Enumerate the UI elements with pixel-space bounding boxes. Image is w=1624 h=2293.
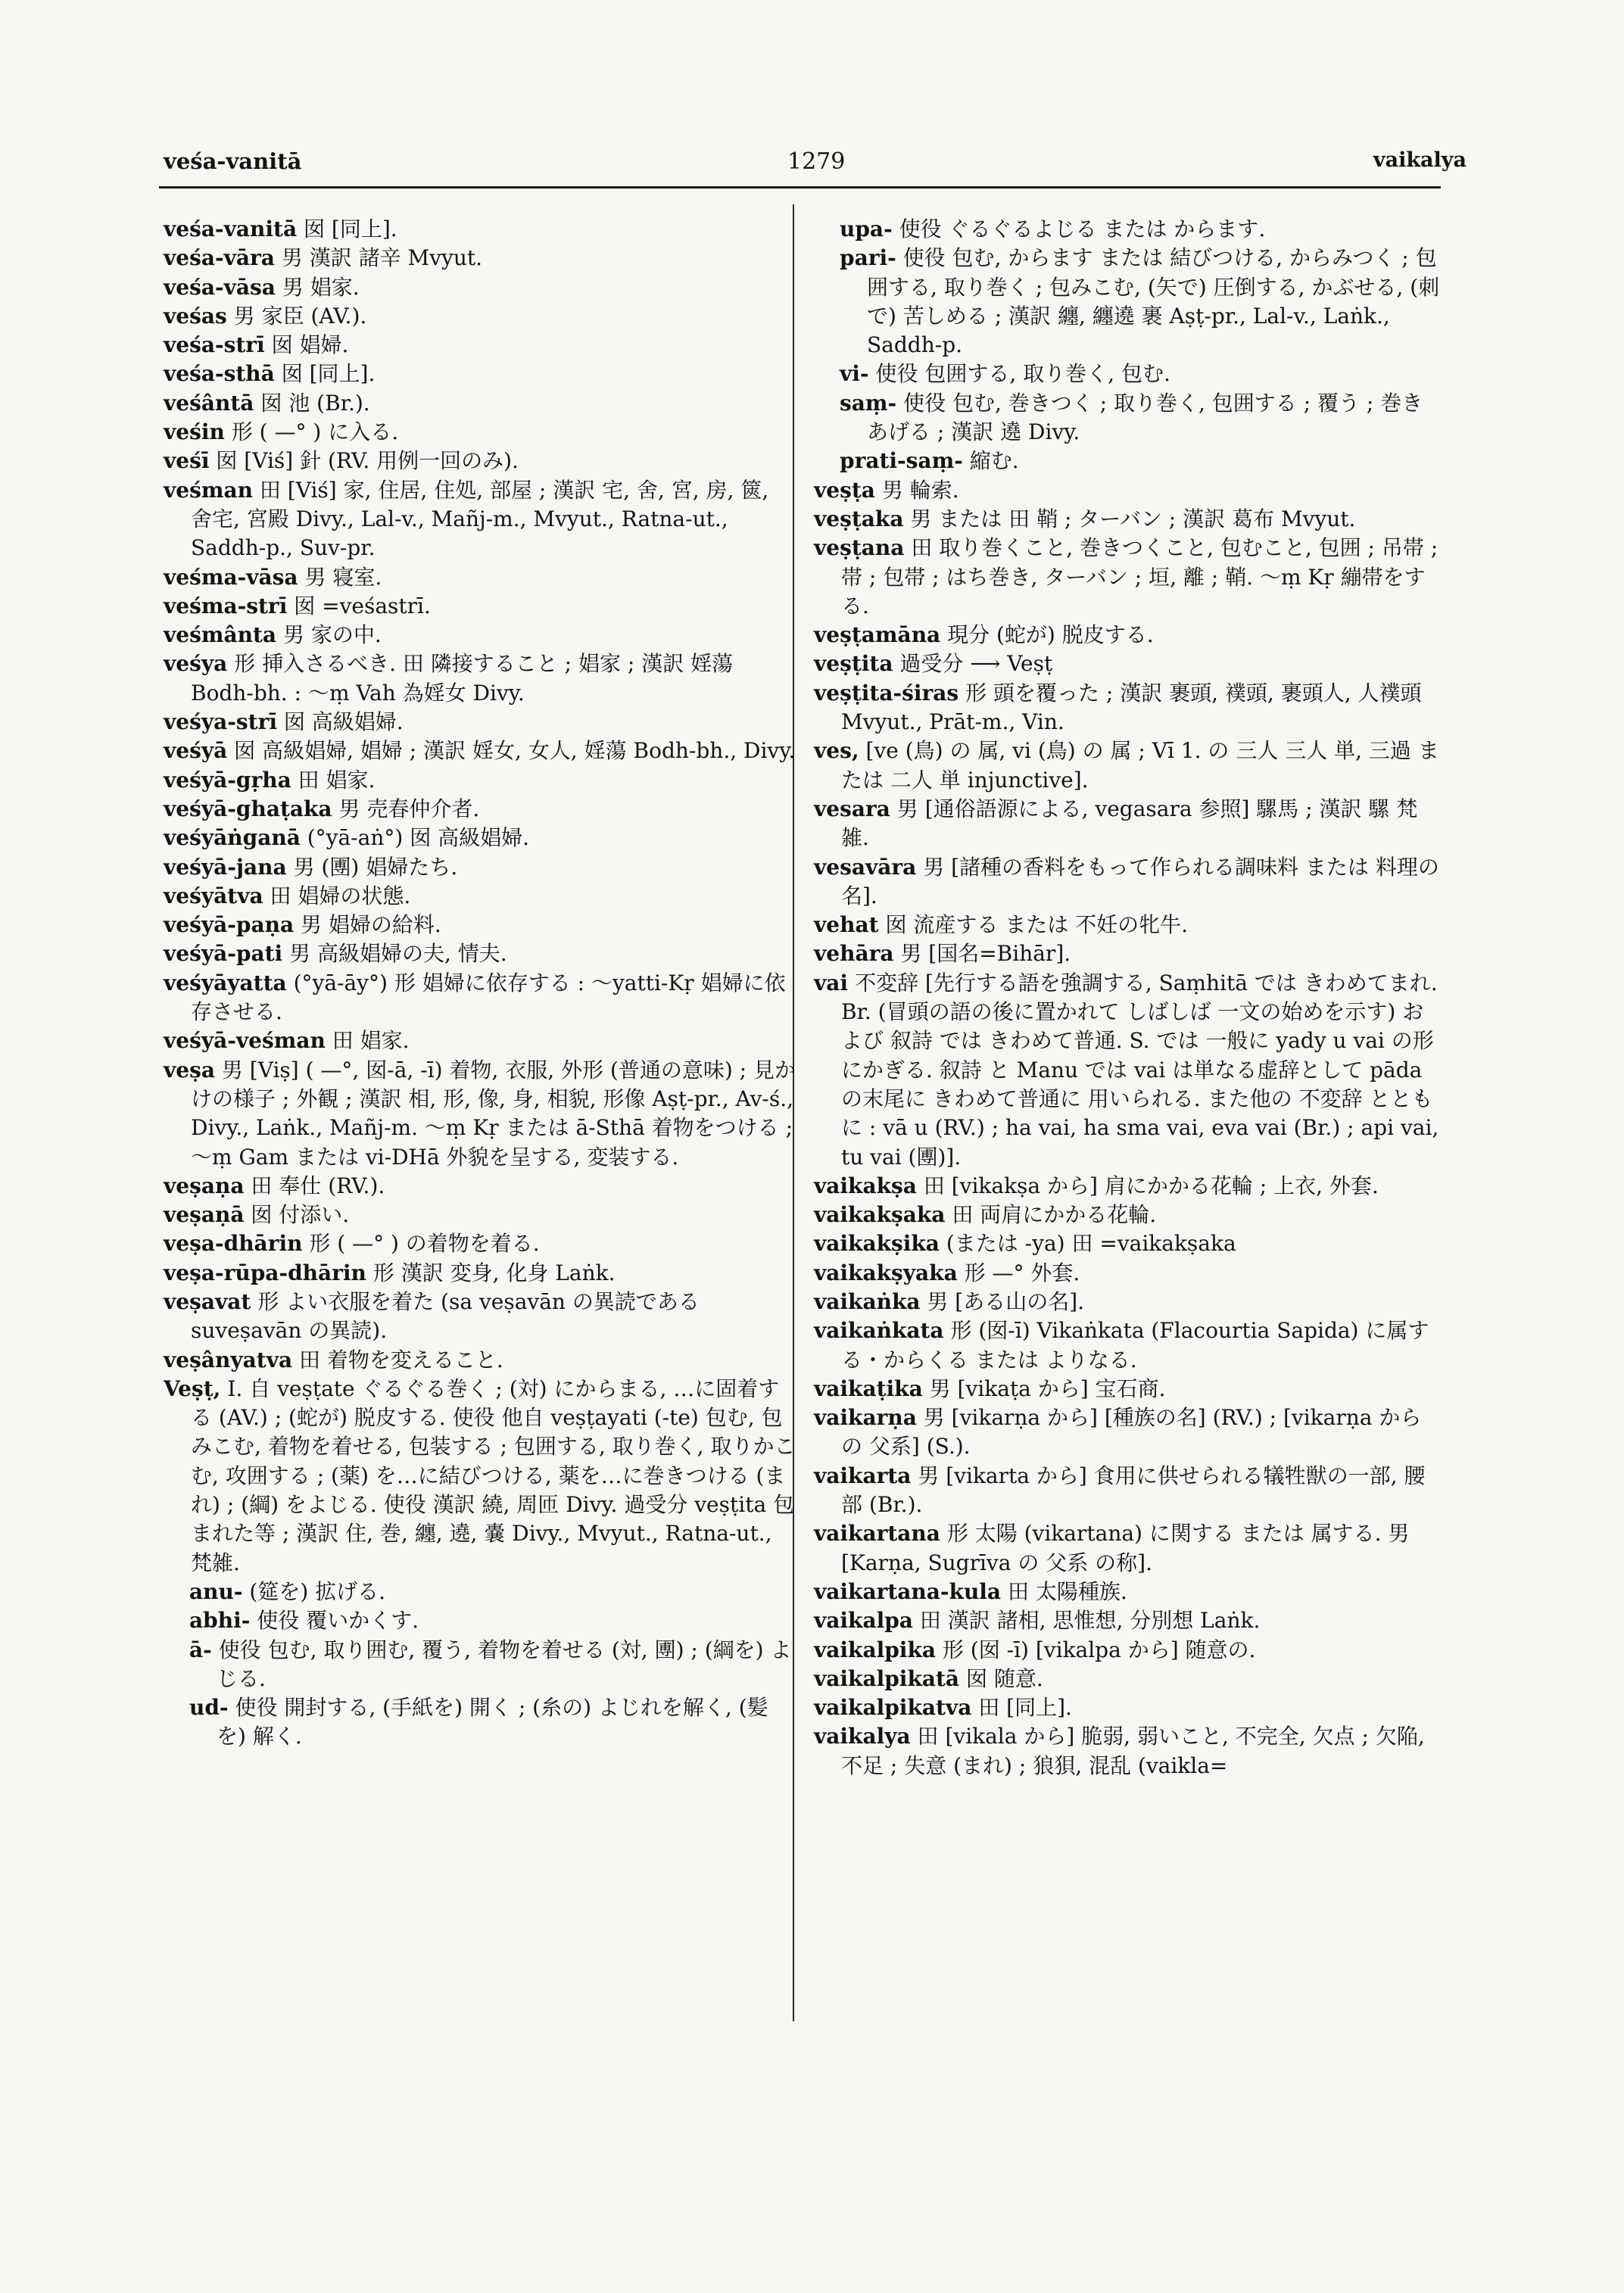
entry-definition: 田 取り巻くこと, 巻きつくこと, 包むこと, 包囲 ; 吊帯 ; 帯 ; 包帯 ; はち巻き, ターバン ; 垣, 離 ; 鞘. ～ṃ Kṛ 繃帯をする. (841, 535, 1439, 618)
entry-headword: vai (814, 970, 849, 995)
dictionary-entry (814, 911, 1442, 939)
entry-headword: vi- (840, 361, 869, 387)
entry-headword: veśyā-veśman (164, 1028, 326, 1054)
entry-definition: 田 [同上]. (978, 1695, 1072, 1721)
dictionary-entry (164, 1693, 796, 1752)
entry-headword: veṣaṇa (164, 1173, 245, 1198)
entry-definition: 男 家臣 (AV.). (233, 303, 367, 329)
entry-headword: veśya-strī (164, 709, 277, 735)
dictionary-entry (814, 1259, 1442, 1288)
entry-headword: veśman (164, 477, 253, 503)
dictionary-entry (814, 389, 1442, 447)
dictionary-entry (814, 360, 1442, 388)
entry-definition: 囡 高級娼婦, 娼婦 ; 漢訳 婬女, 女人, 婬蕩 Bodh-bh., Divy. (234, 738, 796, 764)
entry-definition: 男 輪索. (881, 477, 959, 503)
dictionary-entry (814, 1375, 1442, 1404)
dictionary-entry (814, 476, 1442, 505)
entry-definition: 男 [通俗語源による, vegasara 参照] 騾馬 ; 漢訳 騾 梵雑. (841, 796, 1418, 851)
entry-definition: 形 (囡-ī) Vikaṅkata (Flacourtia Sapida) に属する・からくる または よりなる. (841, 1318, 1429, 1372)
dictionary-entry (164, 418, 796, 447)
entry-headword: vesavāra (814, 854, 917, 880)
entry-headword: vesara (814, 796, 890, 821)
entry-headword: anu- (189, 1578, 243, 1604)
entry-definition: 囡 [同上]. (304, 217, 397, 241)
entry-headword: vaikalpikatva (814, 1695, 972, 1721)
entry-headword: veṣaṇā (164, 1202, 245, 1228)
dictionary-entry (164, 1606, 796, 1635)
entry-headword: veṣṭita-śiras (814, 680, 959, 706)
entry-definition: 田 娼家. (298, 767, 376, 793)
left-column (164, 215, 796, 1752)
entry-headword: veṣṭana (814, 535, 905, 561)
dictionary-entry (164, 911, 796, 939)
entry-headword: vehāra (814, 941, 894, 967)
dictionary-entry (814, 244, 1442, 360)
entry-definition: 男 (圑) 娼婦たち. (293, 854, 458, 880)
entry-definition: 形 (囡 -ī) [vikalpa から] 随意の. (942, 1637, 1256, 1662)
entry-definition: 使役 覆いかくす. (257, 1608, 419, 1634)
dictionary-entry (164, 708, 796, 737)
entry-definition: 囡 [Viś] 針 (RV. 用例一回のみ). (216, 448, 519, 474)
running-head-left: veśa-vanitā (164, 148, 302, 174)
entry-definition: 形 —° 外套. (964, 1260, 1080, 1285)
entry-headword: pari- (840, 245, 896, 271)
entry-definition: 使役 包囲する, 取り巻く, 包む. (875, 361, 1170, 387)
entry-headword: veśma-strī (164, 593, 288, 618)
dictionary-entry (164, 1027, 796, 1055)
dictionary-entry (164, 1578, 796, 1606)
dictionary-entry (164, 795, 796, 824)
dictionary-entry (814, 1693, 1442, 1722)
dictionary-entry (814, 1665, 1442, 1693)
entry-definition: 囡 高級娼婦. (283, 709, 404, 735)
entry-definition: 男 家の中. (282, 622, 382, 648)
running-head-right: vaikalya (1373, 148, 1467, 172)
dictionary-entry (814, 1229, 1442, 1258)
entry-definition: 現分 (蛇が) 脱皮する. (947, 622, 1154, 648)
dictionary-entry (164, 939, 796, 968)
entry-headword: vaikakṣaka (814, 1202, 946, 1228)
entry-headword: vaikakṣika (814, 1231, 940, 1257)
dictionary-entry (814, 1606, 1442, 1635)
entry-definition: 田 [Viś] 家, 住居, 住処, 部屋 ; 漢訳 宅, 舍, 宮, 房, 篋, 舍宅, 宮殿 Divy., Lal-v., Mañj-m., Mvyut., Ratna-ut., Saddh-p., Suv-pr. (191, 477, 769, 561)
entry-headword: veśa-strī (164, 332, 265, 358)
entry-headword: vehat (814, 912, 879, 938)
entry-headword: veśyā-jana (164, 854, 287, 880)
entry-headword: veṣavat (164, 1288, 251, 1314)
entry-headword: veśyātva (164, 883, 263, 908)
dictionary-entry (814, 1172, 1442, 1201)
dictionary-entry (164, 1375, 796, 1578)
entry-headword: veśyā (164, 738, 228, 764)
entry-definition: 囡 =veśastrī. (294, 593, 431, 618)
entry-definition: 使役 ぐるぐるよじる または からます. (899, 217, 1266, 241)
entry-headword: veśyāyatta (164, 970, 287, 995)
entry-definition: 形 漢訳 変身, 化身 Laṅk. (372, 1260, 616, 1285)
dictionary-entry (814, 853, 1442, 911)
entry-headword: vaikarṇa (814, 1405, 917, 1431)
dictionary-entry (164, 766, 796, 795)
dictionary-entry (814, 1201, 1442, 1229)
entry-definition: 田 着物を変えること. (299, 1347, 503, 1372)
entry-headword: veśa-vāra (164, 245, 275, 271)
entry-definition: (°yā-āy°) 形 娼婦に依存する : ～yatti-Kṛ 娼婦に依存させる. (191, 970, 786, 1025)
dictionary-entry (814, 505, 1442, 534)
entry-headword: saṃ- (840, 390, 897, 416)
entry-headword: ā- (189, 1637, 212, 1662)
entry-headword: veṣṭaka (814, 506, 904, 531)
entry-definition: 男 漢訳 諸辛 Mvyut. (281, 245, 483, 271)
entry-headword: veṣa-dhārin (164, 1231, 303, 1257)
dictionary-entry (164, 1056, 796, 1172)
entry-definition: 使役 開封する, (手紙を) 開く ; (糸の) よじれを解く, (髪を) 解く. (217, 1695, 768, 1749)
dictionary-entry (814, 447, 1442, 475)
entry-definition: 男 [vikaṭa から] 宝石商. (929, 1375, 1166, 1401)
entry-headword: vaikakṣa (814, 1173, 917, 1198)
entry-headword: veśântā (164, 390, 254, 416)
entry-definition: 男 娼婦の給料. (301, 912, 441, 938)
entry-definition: 縮む. (969, 448, 1019, 474)
entry-definition: 形 太陽 (vikartana) に関する または 属する. 男 [Karṇa, Sugrīva の 父系 の称]. (841, 1521, 1410, 1575)
entry-headword: veṣṭita (814, 651, 893, 677)
dictionary-entry (164, 563, 796, 592)
dictionary-entry (164, 1346, 796, 1375)
entry-definition: 使役 包む, 巻きつく ; 取り巻く, 包囲する ; 覆う ; 巻きあげる ; 漢訳 遶 Divy. (867, 390, 1423, 445)
entry-headword: veśma-vāsa (164, 564, 298, 590)
dictionary-entry (164, 302, 796, 331)
entry-definition: 囡 流産する または 不妊の牝牛. (885, 912, 1189, 938)
entry-definition: 形 ( —° ) に入る. (231, 419, 399, 445)
entry-definition: 田 奉仕 (RV.). (251, 1173, 385, 1198)
entry-headword: ves, (814, 738, 859, 764)
entry-definition: 男 娼家. (282, 274, 360, 300)
entry-headword: ud- (189, 1695, 229, 1721)
entry-definition: (または -ya) 田 =vaikakṣaka (946, 1231, 1236, 1257)
dictionary-entry (164, 882, 796, 911)
dictionary-entry (814, 1316, 1442, 1375)
entry-definition: 男 [vikarta から] 食用に供せられる犠牲獣の一部, 腰部 (Br.). (841, 1463, 1426, 1518)
dictionary-entry (814, 1288, 1442, 1316)
dictionary-entry (164, 853, 796, 882)
entry-definition: 田 太陽種族. (1007, 1578, 1127, 1604)
entry-headword: vaikalya (814, 1724, 911, 1749)
entry-definition: 田 娼婦の状態. (270, 883, 411, 908)
entry-definition: 男 売春仲介者. (338, 796, 480, 821)
dictionary-entry (164, 447, 796, 475)
entry-definition: 男 [諸種の香料をもって作られる調味料 または 料理の名]. (841, 854, 1439, 908)
entry-definition: (筵を) 拡げる. (249, 1578, 386, 1604)
entry-definition: 男 高級娼婦の夫, 情夫. (289, 941, 507, 967)
dictionary-entry (164, 824, 796, 852)
entry-headword: vaikaṭika (814, 1375, 923, 1401)
entry-definition: 田 娼家. (332, 1028, 410, 1054)
entry-headword: veṣa-rūpa-dhārin (164, 1260, 366, 1285)
dictionary-entry (814, 679, 1442, 737)
dictionary-entry (814, 621, 1442, 650)
dictionary-entry (814, 1636, 1442, 1665)
entry-definition: 男 または 田 鞘 ; ターバン ; 漢訳 葛布 Mvyut. (910, 506, 1356, 531)
entry-headword: vaikartana (814, 1521, 940, 1547)
dictionary-entry (814, 737, 1442, 795)
dictionary-entry (164, 244, 796, 273)
entry-headword: veśyā-gṛha (164, 767, 291, 793)
entry-definition: 不変辞 [先行する語を強調する, Saṃhitā では きわめてまれ. Br. (冒頭の語の後に置かれて しばしば 一文の始めを示す) および 叙詩 では きわめて普通. S. では 一般に yady u vai の形にかぎる. 叙詩 と Manu では vai は単なる虚辞として pāda の末尾に きわめて普通に 用いられる. また他の 不変辞 とともに : vā u (RV.) ; ha vai, ha sma vai, eva vai (Br.) ; api vai, tu vai (圑)]. (841, 970, 1439, 1170)
dictionary-entry (164, 360, 796, 388)
entry-definition: 男 [国名=Bihār]. (900, 941, 1071, 967)
dictionary-entry (164, 389, 796, 418)
header-rule (159, 186, 1441, 188)
dictionary-entry (814, 1462, 1442, 1520)
dictionary-entry (164, 1229, 796, 1258)
entry-definition: I. 自 veṣṭate ぐるぐる巻く ; (対) にからまる, …に固着する (AV.) ; (蛇が) 脱皮する. 使役 他自 veṣṭayati (-te) 包む, 包みこむ, 着物を着せる, 包装する ; 包囲する, 取り巻く, 取りかこむ, 攻囲する ; (薬) を…に結びつける, 薬を…に巻きつける (まれ) ; (綱) をよじる. 使役 漢訳 繞, 周匝 Divy. 過受分 veṣṭita 包まれた等 ; 漢訳 住, 巻, 纏, 遶, 嚢 Divy., Mvyut., Ratna-ut., 梵雑. (191, 1375, 796, 1575)
entry-definition: 囡 娼婦. (271, 332, 349, 358)
entry-headword: upa- (840, 217, 893, 241)
entry-headword: veśyā-ghaṭaka (164, 796, 332, 821)
dictionary-entry (814, 939, 1442, 968)
entry-headword: prati-saṃ- (840, 448, 963, 474)
entry-headword: vaikartana-kula (814, 1578, 1002, 1604)
dictionary-entry (814, 795, 1442, 853)
dictionary-entry (164, 1172, 796, 1201)
right-column (814, 215, 1442, 1781)
entry-definition: 田 両肩にかかる花輪. (952, 1202, 1157, 1228)
entry-definition: [ve (鳥) の 属, vi (鳥) の 属 ; Vī 1. の 三人 三人 単, 三過 または 二人 単 injunctive]. (841, 738, 1439, 793)
entry-definition: 田 [vikakṣa から] 肩にかかる花輪 ; 上衣, 外套. (923, 1173, 1379, 1198)
entry-headword: vaikalpa (814, 1608, 913, 1634)
entry-definition: 形 挿入さるべき. 田 隣接すること ; 娼家 ; 漢訳 婬蕩 Bodh-bh. : ～ṃ Vah 為婬女 Divy. (191, 651, 734, 706)
entry-definition: 囡 付添い. (251, 1202, 350, 1228)
entry-definition: 囡 随意. (965, 1665, 1043, 1691)
dictionary-entry (164, 331, 796, 360)
entry-headword: veśyāṅganā (164, 825, 301, 851)
dictionary-entry (164, 1288, 796, 1346)
page-number: 1279 (787, 148, 846, 175)
dictionary-entry (814, 1519, 1442, 1578)
entry-definition: 過受分 ⟶ Veṣṭ (899, 651, 1053, 677)
entry-definition: 田 漢訳 諸相, 思惟想, 分別想 Laṅk. (919, 1608, 1261, 1634)
dictionary-entry (164, 650, 796, 708)
dictionary-entry (164, 592, 796, 621)
entry-definition: 囡 [同上]. (281, 361, 376, 387)
dictionary-entry (164, 1636, 796, 1694)
entry-definition: 男 [Viṣ] ( —°, 囡-ā, -ī) 着物, 衣服, 外形 (普通の意味) ; 見かけの様子 ; 外観 ; 漢訳 相, 形, 像, 身, 相貌, 形像 Aṣṭ-pr., Av-ś., Divy., Laṅk., Mañj-m. ～ṃ Kṛ または ā-Sthā 着物をつける ; ～ṃ Gam または vi-DHā 外貌を呈する, 変装する. (191, 1057, 796, 1170)
entry-definition: 形 頭を覆った ; 漢訳 裹頭, 襆頭, 裹頭人, 人襆頭 Mvyut., Prāt-m., Vin. (841, 680, 1422, 735)
entry-definition: 使役 包む, からます または 結びつける, からみつく ; 包囲する, 取り巻く ; 包みこむ, (矢で) 圧倒する, かぶせる, (刺で) 苦しめる ; 漢訳 纏, 纏遶 裹 Aṣṭ-pr., Lal-v., Laṅk., Saddh-p. (867, 245, 1440, 358)
entry-headword: veśyā-pati (164, 941, 283, 967)
dictionary-entry (164, 1201, 796, 1229)
entry-headword: vaikaṅkata (814, 1318, 944, 1344)
entry-definition: 田 [vikala から] 脆弱, 弱いこと, 不完全, 欠点 ; 欠陥, 不足 ; 失意 (まれ) ; 狼狽, 混乱 (vaikla= (841, 1724, 1425, 1778)
dictionary-entry (164, 621, 796, 650)
entry-headword: veṣṭa (814, 477, 875, 503)
dictionary-entry (814, 969, 1442, 1172)
entry-definition: 囡 池 (Br.). (260, 390, 370, 416)
dictionary-entry (164, 737, 796, 765)
dictionary-entry (814, 215, 1442, 244)
entry-definition: (°yā-aṅ°) 囡 高級娼婦. (307, 825, 529, 851)
entry-headword: veśin (164, 419, 225, 445)
entry-headword: veśa-vāsa (164, 274, 276, 300)
entry-headword: veśmânta (164, 622, 277, 648)
entry-headword: Veṣṭ, (164, 1375, 221, 1401)
entry-definition: 男 [vikarṇa から] [種族の名] (RV.) ; [vikarṇa からの 父系] (S.). (841, 1405, 1422, 1460)
dictionary-entry (814, 534, 1442, 621)
entry-headword: vaikarta (814, 1463, 912, 1488)
entry-headword: veśya (164, 651, 228, 677)
entry-headword: vaikalpikatā (814, 1665, 960, 1691)
entry-definition: 形 よい衣服を着た (sa veṣavān の異読である suveṣavān の異読). (191, 1288, 700, 1344)
entry-headword: vaikalpika (814, 1637, 936, 1662)
dictionary-entry (164, 273, 796, 302)
dictionary-entry (814, 650, 1442, 678)
dictionary-entry (164, 969, 796, 1027)
dictionary-entry (164, 1259, 796, 1288)
entry-definition: 使役 包む, 取り囲む, 覆う, 着物を着せる (対, 圑) ; (綱を) よじる. (217, 1637, 792, 1691)
entry-headword: veśa-vanitā (164, 217, 298, 241)
entry-headword: veśa-sthā (164, 361, 275, 387)
dictionary-entry (814, 1404, 1442, 1462)
dictionary-entry (814, 1722, 1442, 1781)
entry-headword: vaikakṣyaka (814, 1260, 958, 1285)
entry-definition: 形 ( —° ) の着物を着る. (309, 1231, 540, 1257)
entry-headword: veśī (164, 448, 210, 474)
entry-headword: vaikaṅka (814, 1288, 921, 1314)
entry-definition: 男 寝室. (304, 564, 382, 590)
entry-definition: 男 [ある山の名]. (927, 1288, 1085, 1314)
entry-headword: veṣa (164, 1057, 215, 1083)
dictionary-entry (814, 1578, 1442, 1606)
dictionary-entry (164, 215, 796, 244)
entry-headword: veśyā-paṇa (164, 912, 295, 938)
entry-headword: veṣânyatva (164, 1347, 293, 1372)
dictionary-entry (164, 476, 796, 563)
entry-headword: veśas (164, 303, 227, 329)
entry-headword: abhi- (189, 1608, 251, 1634)
entry-headword: veṣṭamāna (814, 622, 941, 648)
